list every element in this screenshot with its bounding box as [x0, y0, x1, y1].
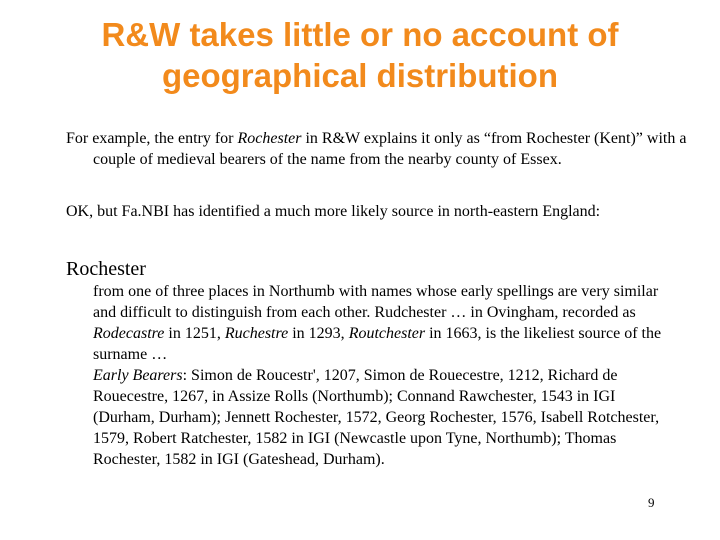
- title-line-1: R&W takes little or no account of: [101, 16, 619, 53]
- entry-spelling-3: Routchester: [348, 325, 426, 342]
- entry-text-1: from one of three places in Northumb with names whose early spellings are very similar and difficult to distinguish from each other. Rudchester … in Ovingham, recorded as: [93, 283, 659, 321]
- page-number: 9: [648, 495, 655, 510]
- entry-spelling-2: Ruchestre: [224, 325, 289, 342]
- early-bearers-text: : Simon de Roucestr', 1207, Simon de Rouecestre, 1212, Richard de Rouecestre, 1267, in Assize Rolls (Northumb); Connand Rawchester, 1543 in IGI (Durham, Durham); Jennett Rochester, 1572, Georg Rochester, 1576, Isabell Rotchester, 1579, Robert Ratchester, 1582 in IGI (Newcastle upon Tyne, Northumb); Thomas Rochester, 1582 in IGI (Gateshead, Durham).: [93, 367, 660, 468]
- entry-heading: Rochester: [66, 258, 146, 280]
- fanbi-paragraph: OK, but Fa.NBI has identified a much more likely source in north-eastern England:: [66, 203, 601, 220]
- title-line-2: geographical distribution: [161, 57, 559, 94]
- early-bearers-label: Early Bearers: [93, 367, 183, 384]
- early-bearers: [93, 365, 673, 470]
- p1-rochester: Rochester: [237, 130, 302, 147]
- p1-text-c: in R&W explains it only as “from Rochester (Kent)” with a couple of medieval bearers of the name from the nearby county of Essex.: [93, 130, 687, 168]
- p1-text-a: For example, the entry for: [66, 130, 238, 147]
- example-paragraph: [66, 128, 693, 170]
- entry-text-4: in 1663, is the likeliest source of the surname …: [93, 325, 662, 363]
- entry-text-2: in 1251,: [164, 325, 225, 342]
- entry-text-3: in 1293,: [288, 325, 349, 342]
- slide-title: [40, 14, 680, 96]
- entry-spelling-1: Rodecastre: [93, 325, 165, 342]
- entry-body: [93, 281, 673, 470]
